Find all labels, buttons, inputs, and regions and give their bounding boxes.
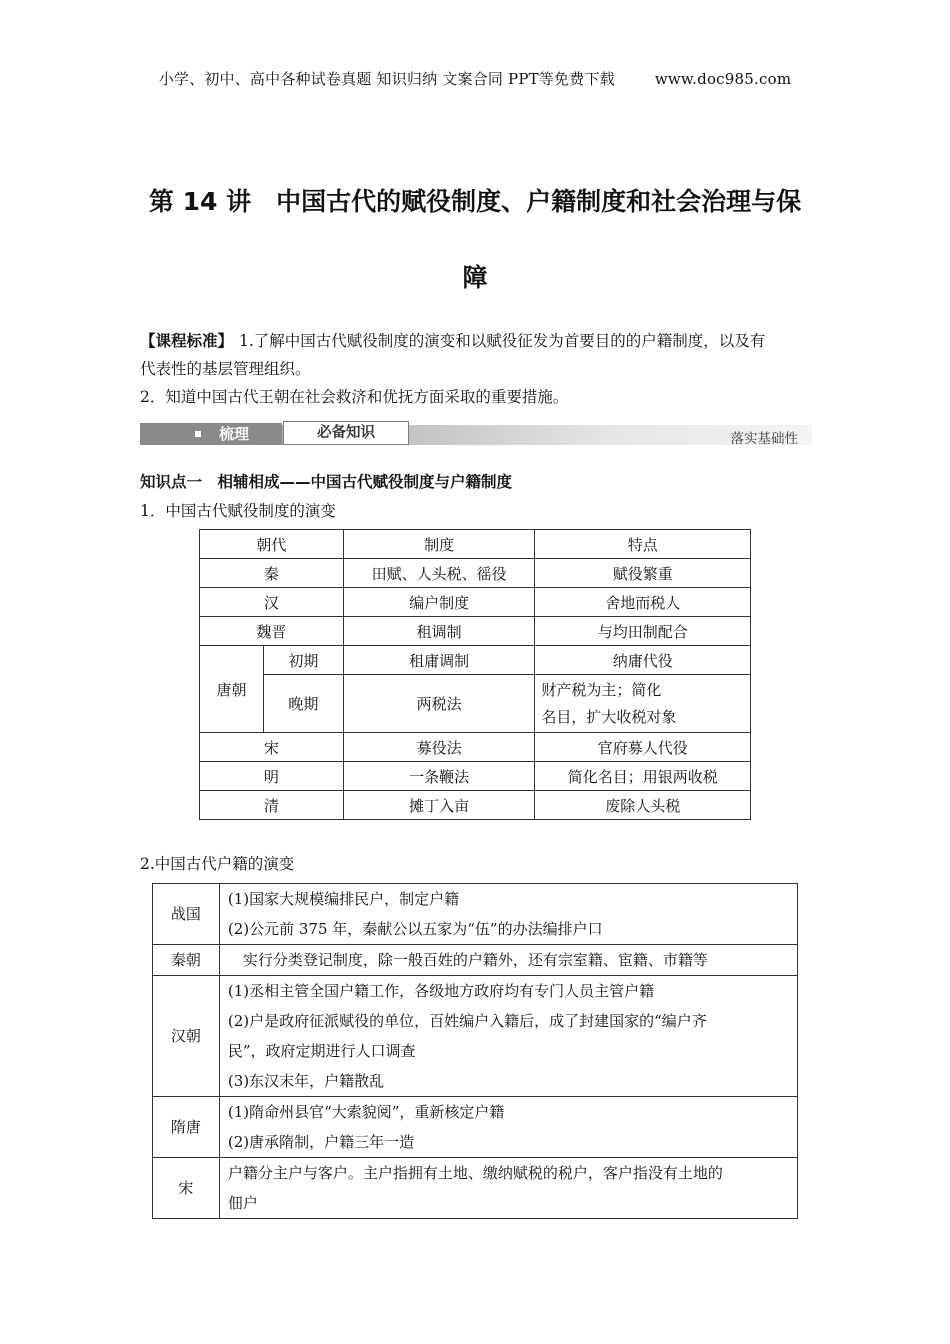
table-header-cell: 制度 bbox=[343, 530, 535, 559]
banner-tab-essential-knowledge: 必备知识 bbox=[283, 421, 409, 445]
dynasty-cell: 清 bbox=[200, 791, 344, 820]
dynasty-cell: 宋 bbox=[200, 733, 344, 762]
table-header-cell: 特点 bbox=[535, 530, 751, 559]
table-row bbox=[200, 588, 751, 617]
table-header-row bbox=[200, 530, 751, 559]
table-row bbox=[153, 945, 798, 976]
table-row bbox=[153, 1158, 798, 1219]
system-cell: 一条鞭法 bbox=[343, 762, 535, 791]
section2-title: 2.中国古代户籍的演变 bbox=[140, 855, 295, 873]
dynasty-cell: 秦 bbox=[200, 559, 344, 588]
system-cell: 摊丁入亩 bbox=[343, 791, 535, 820]
lesson-title-line1: 第 14 讲 中国古代的赋役制度、户籍制度和社会治理与保 bbox=[148, 187, 802, 216]
table-row bbox=[200, 791, 751, 820]
feature-cell: 官府募人代役 bbox=[535, 733, 751, 762]
feature-cell: 财产税为主；简化 名目，扩大收税对象 bbox=[535, 675, 751, 733]
section-banner bbox=[140, 421, 812, 447]
feature-cell: 赋役繁重 bbox=[535, 559, 751, 588]
lesson-title-line2: 障 bbox=[462, 263, 488, 292]
table-row bbox=[153, 976, 798, 1097]
knowledge-point-heading: 知识点一 相辅相成——中国古代赋役制度与户籍制度 bbox=[140, 473, 513, 491]
period-cell: 晚期 bbox=[263, 675, 343, 733]
feature-cell: 简化名目；用银两收税 bbox=[535, 762, 751, 791]
system-cell: 田赋、人头税、徭役 bbox=[343, 559, 535, 588]
course-standard-item2: 2．知道中国古代王朝在社会救济和优抚方面采取的重要措施。 bbox=[140, 388, 569, 406]
feature-cell: 废除人头税 bbox=[535, 791, 751, 820]
banner-right-label: 落实基础性 bbox=[730, 431, 798, 447]
period-cell: 初期 bbox=[263, 646, 343, 675]
system-cell: 编户制度 bbox=[343, 588, 535, 617]
system-cell: 两税法 bbox=[343, 675, 535, 733]
banner-tab-sort: 梳理 bbox=[140, 423, 282, 445]
course-standard-item1-line1: 1.了解中国古代赋役制度的演变和以赋役征发为首要目的的户籍制度，以及有 bbox=[239, 332, 766, 350]
table-row bbox=[200, 733, 751, 762]
course-standard-label: 【课程标准】 bbox=[140, 332, 234, 350]
table-header-cell: 朝代 bbox=[200, 530, 344, 559]
table-row bbox=[153, 1097, 798, 1158]
content-cell: 实行分类登记制度，除一般百姓的户籍外，还有宗室籍、宦籍、市籍等 bbox=[219, 945, 797, 976]
content-cell: (1)国家大规模编排民户，制定户籍 (2)公元前 375 年，秦献公以五家为“伍”的办法编排户口 bbox=[219, 884, 797, 945]
feature-cell: 与均田制配合 bbox=[535, 617, 751, 646]
feature-cell: 纳庸代役 bbox=[535, 646, 751, 675]
table-row bbox=[200, 762, 751, 791]
table-row bbox=[200, 646, 751, 675]
page-header bbox=[0, 68, 950, 89]
course-standard-item1-line2: 代表性的基层管理组织。 bbox=[140, 360, 311, 378]
era-cell: 秦朝 bbox=[153, 945, 220, 976]
content-cell: 户籍分主户与客户。主户指拥有土地、缴纳赋税的税户，客户指没有土地的 佃户 bbox=[219, 1158, 797, 1219]
dynasty-cell: 魏晋 bbox=[200, 617, 344, 646]
system-cell: 租调制 bbox=[343, 617, 535, 646]
table-row bbox=[200, 675, 751, 733]
dynasty-cell: 汉 bbox=[200, 588, 344, 617]
header-text: 小学、初中、高中各种试卷真题 知识归纳 文案合同 PPT等免费下载 bbox=[158, 70, 615, 88]
square-bullet-icon bbox=[195, 431, 201, 437]
content-cell: (1)丞相主管全国户籍工作，各级地方政府均有专门人员主管户籍 (2)户是政府征派赋役的单位，百姓编户入籍后，成了封建国家的“编户齐 民”，政府定期进行人口调查 (3)东汉末年，户籍散乱 bbox=[219, 976, 797, 1097]
household-registration-table bbox=[152, 883, 798, 1219]
system-cell: 募役法 bbox=[343, 733, 535, 762]
table-row bbox=[153, 884, 798, 945]
content-cell: (1)隋命州县官“大索貌阅”，重新核定户籍 (2)唐承隋制，户籍三年一造 bbox=[219, 1097, 797, 1158]
table-row bbox=[200, 559, 751, 588]
header-site-link[interactable]: www.doc985.com bbox=[654, 70, 792, 88]
table-row bbox=[200, 617, 751, 646]
course-standard bbox=[140, 327, 812, 411]
dynasty-cell: 唐朝 bbox=[200, 646, 264, 733]
section1-title: 1．中国古代赋役制度的演变 bbox=[140, 502, 336, 520]
era-cell: 战国 bbox=[153, 884, 220, 945]
dynasty-cell: 明 bbox=[200, 762, 344, 791]
era-cell: 汉朝 bbox=[153, 976, 220, 1097]
era-cell: 宋 bbox=[153, 1158, 220, 1219]
era-cell: 隋唐 bbox=[153, 1097, 220, 1158]
feature-cell: 舍地而税人 bbox=[535, 588, 751, 617]
tax-system-table bbox=[199, 529, 751, 820]
system-cell: 租庸调制 bbox=[343, 646, 535, 675]
